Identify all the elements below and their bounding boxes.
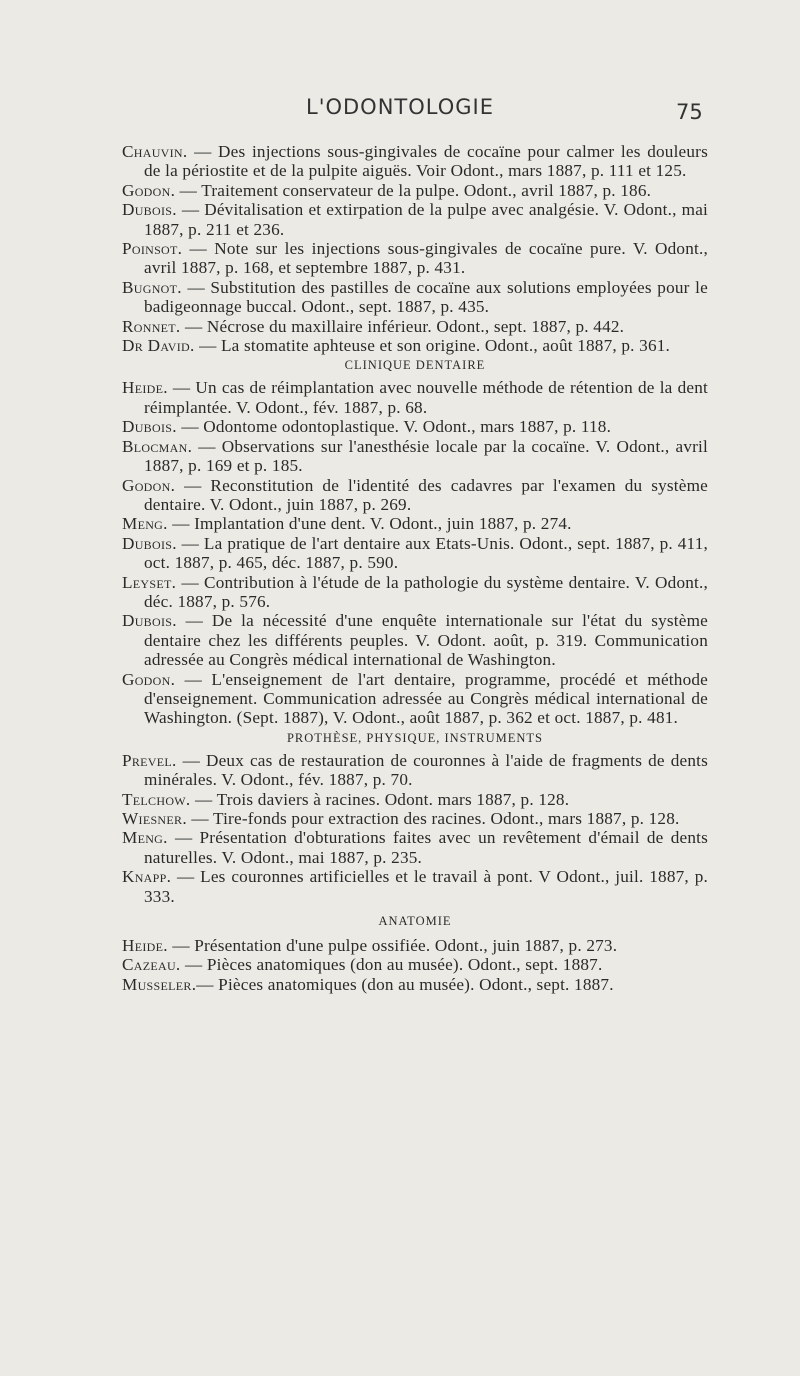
- entry-text: — Note sur les injections sous-gingivales de cocaïne pure. V. Odont., avril 1887, p. 168, et septembre 1887, p. 431.: [144, 239, 708, 278]
- list-item: [122, 476, 708, 515]
- entry-author: Poinsot.: [122, 239, 183, 259]
- list-item: [122, 336, 708, 355]
- entry-author: Bugnot.: [122, 277, 182, 297]
- section-anatomie: [122, 912, 708, 994]
- entry-text: — Implantation d'une dent. V. Odont., juin 1887, p. 274.: [167, 514, 572, 534]
- list-item: [122, 573, 708, 612]
- list-item: [122, 278, 708, 317]
- entry-text: — Nécrose du maxillaire inférieur. Odont., sept. 1887, p. 442.: [180, 316, 625, 336]
- list-item: [122, 936, 708, 955]
- entry-author: Dubois.: [122, 417, 177, 437]
- list-item: [122, 534, 708, 573]
- entry-author: Wiesner.: [122, 809, 187, 828]
- page-number: 75: [676, 100, 703, 124]
- bibliography-list: [122, 142, 708, 994]
- entry-author: Heide.: [122, 936, 168, 956]
- entry-text: — De la nécessité d'une enquête internationale sur l'état du système dentaire chez les différents peuples. V. Odont. août, p. 319. Communication adressée au Congrès médical international de Washington.: [144, 611, 708, 670]
- section-heading: PROTHÈSE, PHYSIQUE, INSTRUMENTS: [286, 730, 544, 745]
- entry-text: — Deux cas de restauration de couronnes à l'aide de fragments de dents minérales. V. Odont., fév. 1887, p. 70.: [144, 750, 708, 790]
- list-item: [122, 955, 708, 974]
- entry-author: Meng.: [122, 514, 168, 534]
- entry-author: Leyset.: [122, 572, 177, 592]
- entry-author: Godon.: [122, 180, 176, 200]
- entry-author: Dr David.: [122, 336, 195, 356]
- list-item: [122, 378, 708, 417]
- entry-author: Knapp.: [122, 867, 172, 887]
- entry-author: Cazeau.: [122, 955, 181, 975]
- entry-author: Godon.: [122, 475, 176, 495]
- list-item: [122, 437, 708, 476]
- entry-author: Dubois.: [122, 200, 177, 220]
- entry-text: — Présentation d'une pulpe ossifiée. Odont., juin 1887, p. 273.: [167, 936, 618, 956]
- list-item: [122, 181, 708, 200]
- entry-author: Dubois.: [122, 533, 177, 553]
- entry-text: — Tire-fonds pour extraction des racines. Odont., mars 1887, p. 128.: [186, 809, 680, 828]
- running-title: L'ODONTOLOGIE: [306, 95, 494, 119]
- list-item: [122, 611, 708, 669]
- entry-text: — La pratique de l'art dentaire aux Etats-Unis. Odont., sept. 1887, p. 411, oct. 1887, p. 465, déc. 1887, p. 590.: [144, 533, 708, 573]
- entry-text: — Pièces anatomiques (don au musée). Odont., sept. 1887.: [196, 974, 614, 994]
- entry-text: — La stomatite aphteuse et son origine. Odont., août 1887, p. 361.: [194, 336, 671, 356]
- entry-text: — Reconstitution de l'identité des cadavres par l'examen du système dentaire. V. Odont., juin 1887, p. 269.: [144, 475, 708, 514]
- entry-author: Chauvin.: [122, 142, 188, 161]
- list-item: [122, 975, 708, 994]
- list-item: [122, 867, 708, 906]
- list-item: [122, 142, 708, 181]
- entry-text: — Pièces anatomiques (don au musée). Odont., sept. 1887.: [180, 955, 603, 975]
- entry-author: Blocman.: [122, 436, 193, 456]
- list-item: [122, 670, 708, 728]
- entry-text: — Des injections sous-gingivales de cocaïne pour calmer les douleurs de la périostite et de la pulpite aiguës. Voir Odont., mars 1887, p. 111 et 125.: [144, 142, 708, 181]
- list-item: [122, 828, 708, 867]
- entry-text: — Les couronnes artificielles et le travail à pont. V Odont., juil. 1887, p. 333.: [144, 867, 708, 906]
- section-heading: ANATOMIE: [378, 914, 452, 929]
- list-item: [122, 790, 708, 809]
- entry-author: Dubois.: [122, 611, 177, 631]
- entry-text: — Traitement conservateur de la pulpe. Odont., avril 1887, p. 186.: [175, 180, 652, 200]
- list-item: [122, 751, 708, 790]
- entry-text: — Trois daviers à racines. Odont. mars 1887, p. 128.: [190, 789, 570, 809]
- entry-author: Prevel.: [122, 750, 177, 770]
- list-item: [122, 239, 708, 278]
- list-item: [122, 317, 708, 336]
- list-item: [122, 514, 708, 533]
- entry-author: Godon.: [122, 669, 176, 689]
- entry-text: — Substitution des pastilles de cocaïne aux solutions employées pour le badigeonnage buccal. Odont., sept. 1887, p. 435.: [144, 277, 708, 317]
- section-clinique-dentaire: [122, 356, 708, 727]
- entry-author: Meng.: [122, 828, 168, 848]
- section-heading: CLINIQUE DENTAIRE: [344, 358, 486, 373]
- entry-author: Telchow.: [122, 789, 191, 809]
- entry-author: Heide.: [122, 378, 168, 398]
- entry-text: — L'enseignement de l'art dentaire, programme, procédé et méthode d'enseignement. Communication adressée au Congrès médical international de Washington. (Sept. 1887), V. Odont., août 1887, p. 362 et oct. 1887, p. 481.: [144, 669, 708, 728]
- entry-text: — Présentation d'obturations faites avec un revêtement d'émail de dents naturelles. V. Odont., mai 1887, p. 235.: [144, 828, 708, 867]
- entry-text: — Odontome odontoplastique. V. Odont., mars 1887, p. 118.: [176, 417, 612, 437]
- section-cocaine: [122, 142, 708, 355]
- list-item: [122, 417, 708, 436]
- entry-text: — Contribution à l'étude de la pathologie du système dentaire. V. Odont., déc. 1887, p. 576.: [144, 572, 708, 611]
- entry-author: Musseler.: [122, 974, 197, 994]
- entry-author: Ronnet.: [122, 316, 181, 336]
- list-item: [122, 809, 708, 828]
- section-prothese: [122, 729, 708, 906]
- entry-text: — Observations sur l'anesthésie locale par la cocaïne. V. Odont., avril 1887, p. 169 et p. 185.: [144, 436, 708, 476]
- entry-text: — Un cas de réimplantation avec nouvelle méthode de rétention de la dent réimplantée. V. Odont., fév. 1887, p. 68.: [144, 378, 708, 417]
- entry-text: — Dévitalisation et extirpation de la pulpe avec analgésie. V. Odont., mai 1887, p. 211 et 236.: [144, 200, 708, 239]
- list-item: [122, 200, 708, 239]
